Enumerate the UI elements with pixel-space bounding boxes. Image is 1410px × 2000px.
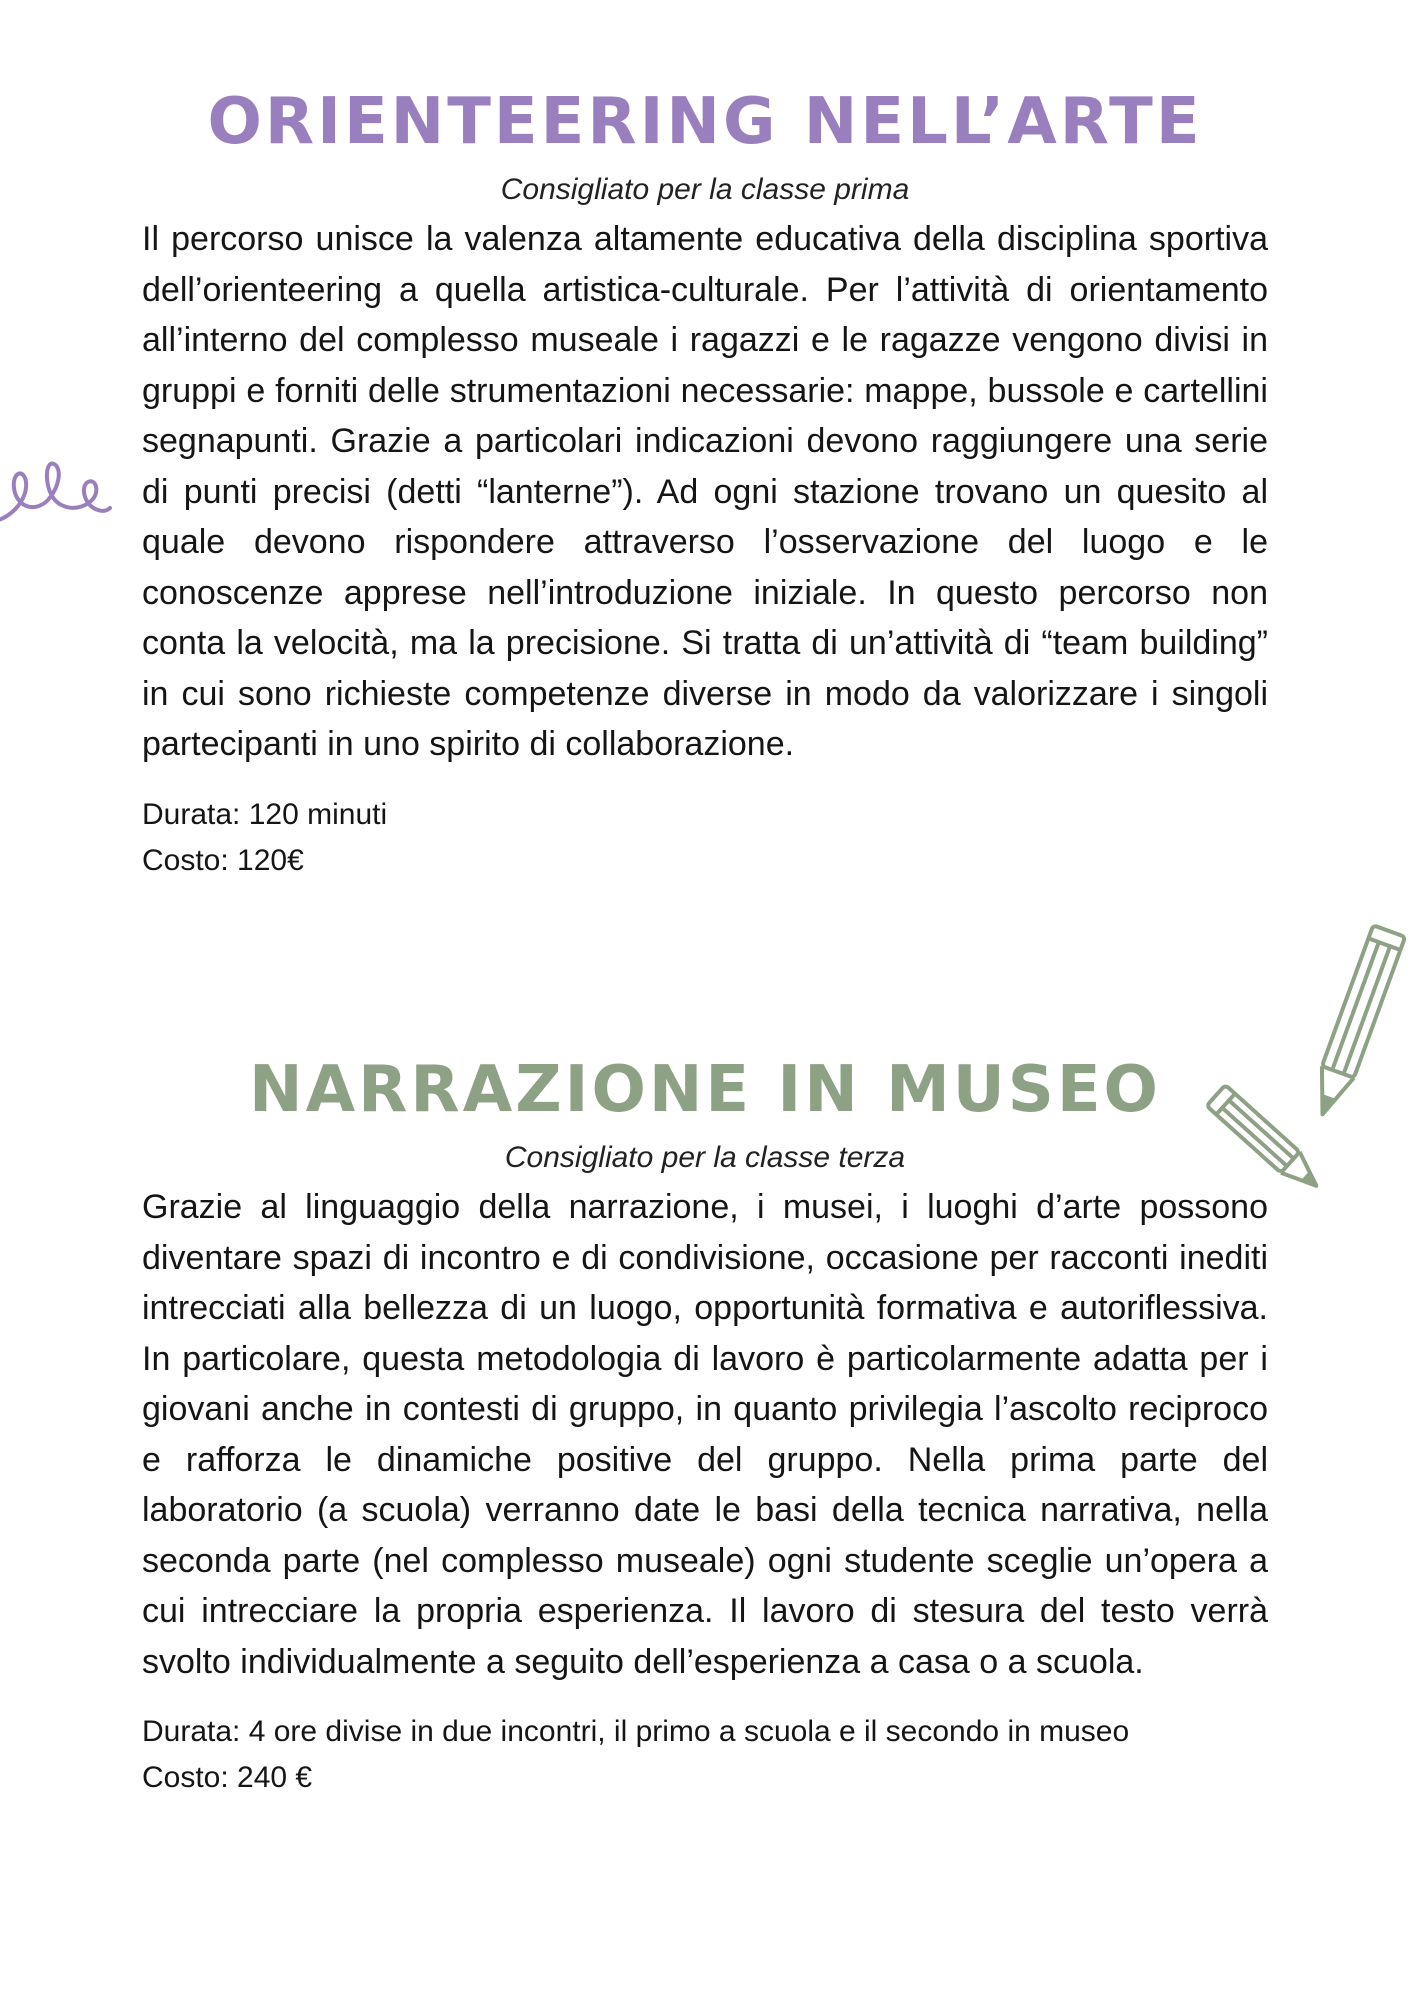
activity-section-orienteering: [142, 82, 1268, 884]
loop-squiggle-icon: [0, 430, 120, 540]
cost-text: Costo: 240 €: [142, 1761, 313, 1794]
cost-text: Costo: 120€: [142, 843, 304, 877]
section-description: Grazie al linguaggio della narrazione, i musei, i luoghi d’arte possono diventare spazi di incontro e di condivisione, occasione per racconti inediti intrecciati alla bellezza di un luogo, opportunità formativa e autoriflessiva. In particolare, questa metodologia di lavoro è particolarmente adatta per i giovani anche in contesti di gruppo, in quanto privilegia l’ascolto reciproco e rafforza le dinamiche positive del gruppo. Nella prima parte del laboratorio (a scuola) verranno date le basi della tecnica narrativa, nella seconda parte (nel complesso museale) ogni studente sceglie un’opera a cui intrecciare la propria esperienza. Il lavoro di stesura del testo verrà svolto individualmente a seguito dell’esperienza a casa o a scuola.: [142, 1188, 1268, 1681]
duration-text: Durata: 4 ore divise in due incontri, il primo a scuola e il secondo in museo: [142, 1715, 1130, 1748]
duration-text: Durata: 120 minuti: [142, 797, 388, 831]
section-meta: [142, 792, 1268, 884]
section-description: Il percorso unisce la valenza altamente educativa della disciplina sportiva dell’orienteering a quella artistica-culturale. Per l’attività di orientamento all’interno del complesso museale i ragazzi e le ragazze vengono divisi in gruppi e forniti delle strumentazioni necessarie: mappe, bussole e cartellini segnapunti. Grazie a particolari indicazioni devono raggiungere una serie di punti precisi (detti “lanterne”). Ad ogni stazione trovano un quesito al quale devono rispondere attraverso l’osservazione del luogo e le conoscenze apprese nell’introduzione iniziale. In questo percorso non conta la velocità, ma la precisione. Si tratta di un’attività di “team building” in cui sono richieste competenze diverse in modo da valorizzare i singoli partecipanti in uno spirito di collaborazione.: [142, 220, 1268, 763]
section-subtitle: Consigliato per la classe prima: [500, 173, 910, 206]
section-meta: [142, 1709, 1268, 1801]
section-title: ORIENTEERING NELL’ARTE: [207, 85, 1203, 159]
section-subtitle: Consigliato per la classe terza: [504, 1141, 906, 1174]
section-title: NARRAZIONE IN MUSEO: [249, 1053, 1161, 1127]
activity-section-narrazione: [142, 1050, 1268, 1801]
